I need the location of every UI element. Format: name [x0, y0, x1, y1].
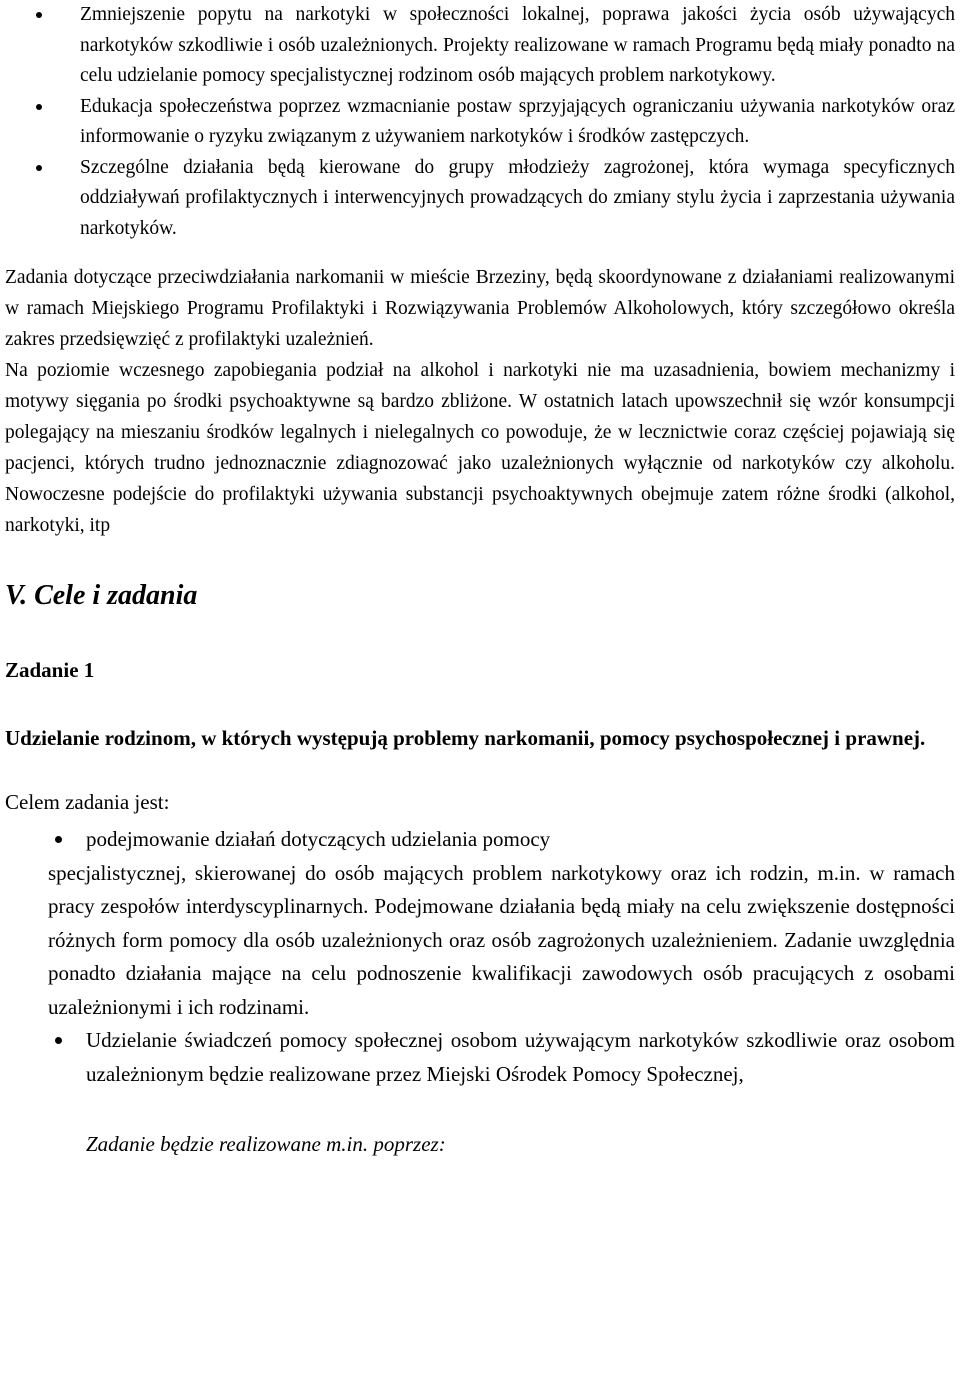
bullet-icon — [36, 104, 42, 110]
task-title: Zadanie 1 — [5, 658, 95, 682]
list-item — [5, 1024, 955, 1091]
list-item-text: Zmniejszenie popytu na narkotyki w społeczności lokalnej, poprawa jakości życia osób używających narkotyków szkodliwie i osób uzależnionych. Projekty realizowane w ramach Programu będą miały ponadto na celu udzielanie pomocy specjalistycznej rodzinom osób mających problem narkotykowy. — [80, 4, 955, 86]
list-item-text: Szczególne działania będą kierowane do grupy młodzieży zagrożonej, która wymaga specyficznych oddziaływań profilaktycznych i interwencyjnych prowadzących do zmiany stylu życia i zaprzestania używania narkotyków. — [80, 156, 955, 239]
objectives-list — [5, 0, 955, 244]
task-subtitle: Udzielanie rodzinom, w których występują problemy narkomanii, pomocy psychospołecznej i prawnej. — [5, 726, 926, 750]
list-item-text: Edukacja społeczeństwa poprzez wzmacnianie postaw sprzyjających ograniczaniu używania narkotyków oraz informowanie o ryzyku związanym z używaniem narkotyków i środków zastępczych. — [80, 95, 955, 147]
list-item — [5, 0, 955, 92]
document-page — [5, 0, 955, 1159]
list-item — [5, 92, 955, 153]
section-title: V. Cele i zadania — [5, 580, 198, 611]
list-item — [5, 823, 955, 1024]
list-item-text-first-line: podejmowanie działań dotyczących udzielania pomocy — [86, 827, 551, 851]
bullet-icon — [36, 12, 42, 18]
goals-list — [5, 823, 955, 1091]
list-item — [5, 153, 955, 245]
list-item-text: Udzielanie świadczeń pomocy społecznej osobom używającym narkotyków szkodliwie oraz osobom uzależnionym będzie realizowane przez Miejski Ośrodek Pomocy Społecznej, — [86, 1028, 955, 1086]
closing-line: Zadanie będzie realizowane m.in. poprzez: — [86, 1132, 446, 1156]
prevention-paragraph: Na poziomie wczesnego zapobiegania podział na alkohol i narkotyki nie ma uzasadnienia, bowiem mechanizmy i motywy sięgania po środki psychoaktywne są bardzo zbliżone. W ostatnich latach upowszechnił się wzór konsumpcji polegający na mieszaniu środków legalnych i nielegalnych co powoduje, że w lecznictwie coraz częściej pojawiają się pacjenci, których trudno jednoznacznie zdiagnozować jako uzależnionych wyłącznie od narkotyków czy alkoholu. Nowoczesne podejście do profilaktyki używania substancji psychoaktywnych obejmuje zatem różne środki (alkohol, narkotyki, itp — [5, 360, 955, 536]
list-item-text-continuation: specjalistycznej, skierowanej do osób mających problem narkotykowy oraz ich rodzin, m.in. w ramach pracy zespołów interdyscyplinarnych. Podejmowane działania będą miały na celu zwiększenie dostępności różnych form pomocy dla osób uzależnionych oraz osób zagrożonych uzależnieniem. Zadanie uwzględnia ponadto działania mające na celu podnoszenie kwalifikacji zawodowych osób pracujących z osobami uzależnionymi i ich rodzinami. — [48, 860, 955, 1019]
bullet-icon — [55, 1037, 62, 1044]
bullet-icon — [55, 836, 62, 843]
bullet-icon — [36, 165, 42, 171]
goal-lead: Celem zadania jest: — [5, 790, 170, 814]
coordination-paragraph: Zadania dotyczące przeciwdziałania narkomanii w mieście Brzeziny, będą skoordynowane z działaniami realizowanymi w ramach Miejskiego Programu Profilaktyki i Rozwiązywania Problemów Alkoholowych, który szczegółowo określa zakres przedsięwzięć z profilaktyki uzależnień. — [5, 267, 955, 350]
